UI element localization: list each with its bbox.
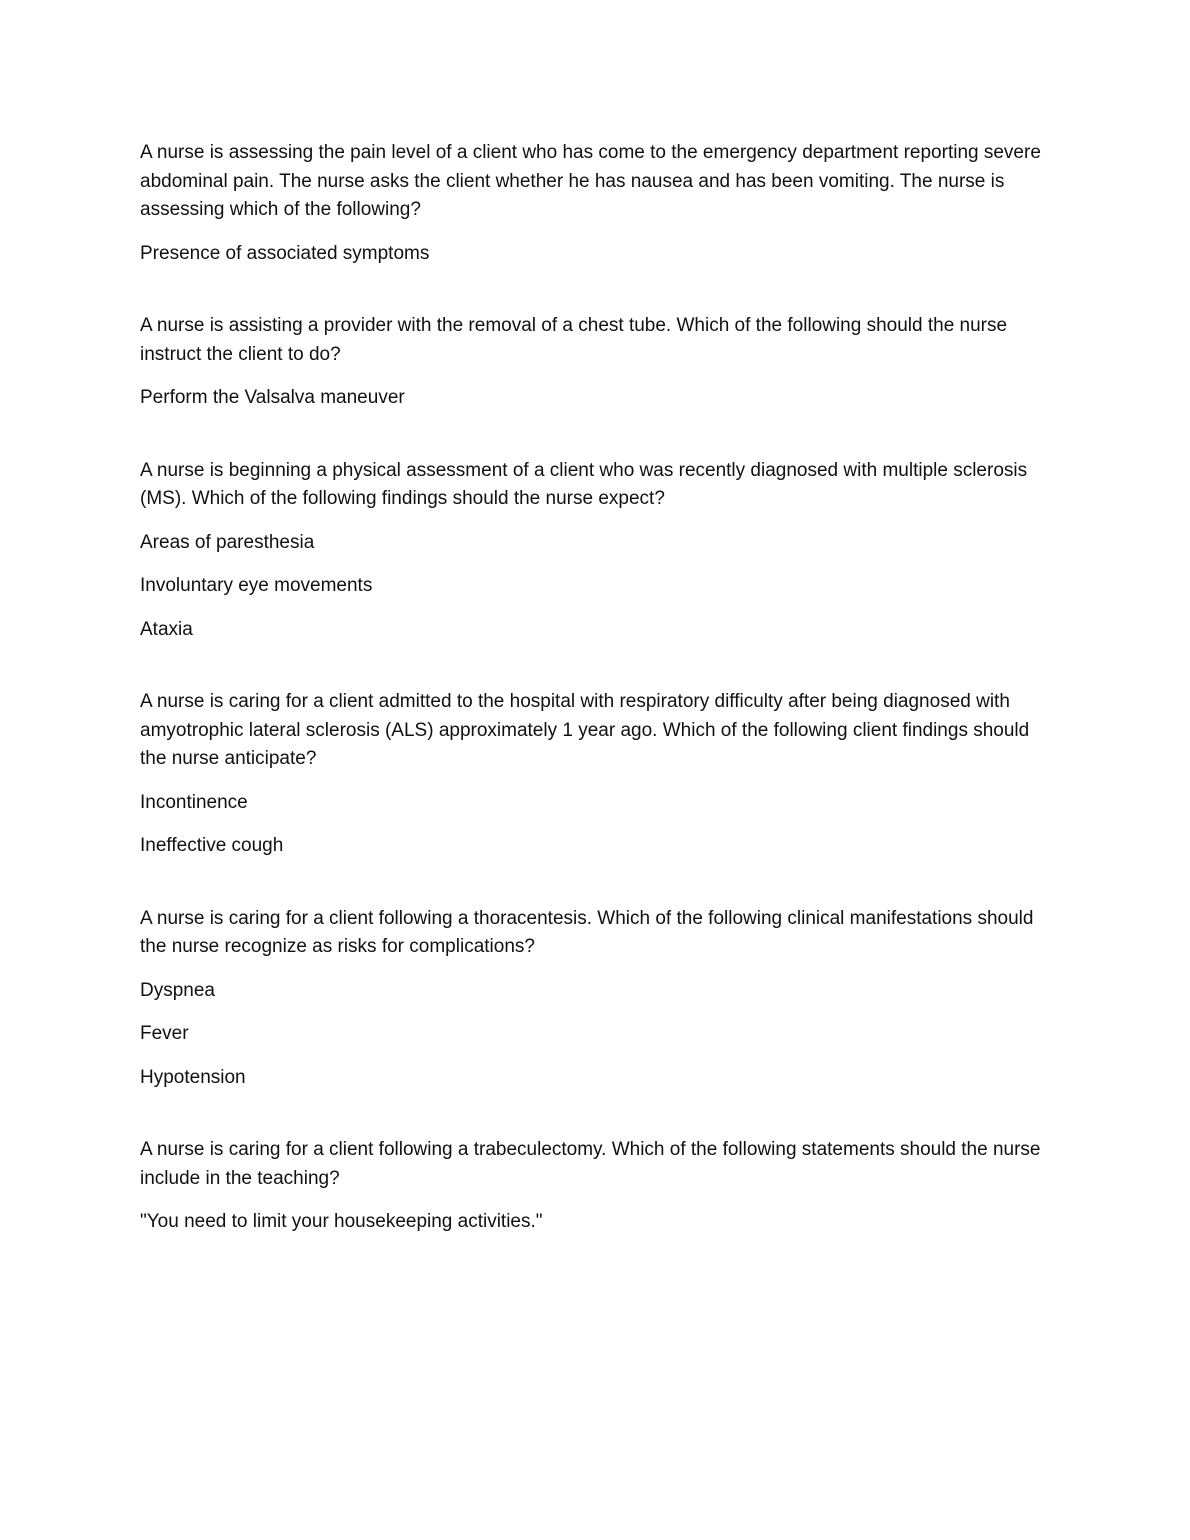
- question-text: A nurse is assisting a provider with the removal of a chest tube. Which of the following should the nurse instruct the client to do?: [140, 315, 1008, 365]
- answer-text: Involuntary eye movements: [140, 575, 373, 596]
- question-text: A nurse is assessing the pain level of a client who has come to the emergency department reporting severe abdominal pain. The nurse asks the client whether he has nausea and has been vomiting. The nurse is assessing which of the following?: [140, 142, 1041, 220]
- qa-item: [140, 139, 1055, 268]
- question-text: A nurse is caring for a client admitted to the hospital with respiratory difficulty after being diagnosed with amyotrophic lateral sclerosis (ALS) approximately 1 year ago. Which of the following client findings should the nurse anticipate?: [140, 691, 1030, 769]
- answer-text: Fever: [140, 1023, 189, 1044]
- answer-text: "You need to limit your housekeeping activities.": [140, 1211, 543, 1232]
- answer-text: Presence of associated symptoms: [140, 242, 430, 264]
- answer-text: Perform the Valsalva maneuver: [140, 387, 405, 408]
- qa-item: [140, 905, 1055, 1093]
- qa-item: [140, 688, 1055, 861]
- answer-text: Ataxia: [140, 618, 193, 640]
- question-text: A nurse is caring for a client following a trabeculectomy. Which of the following statements should the nurse include in the teaching?: [140, 1139, 1041, 1189]
- answer-text: Areas of paresthesia: [140, 531, 315, 553]
- qa-item: [140, 1136, 1055, 1237]
- answer-text: Hypotension: [140, 1066, 246, 1088]
- qa-item: [140, 457, 1055, 645]
- qa-item: [140, 312, 1055, 413]
- answer-text: Ineffective cough: [140, 835, 284, 856]
- answer-text: Dyspnea: [140, 979, 215, 1001]
- question-text: A nurse is beginning a physical assessment of a client who was recently diagnosed with multiple sclerosis (MS). Which of the following findings should the nurse expect?: [140, 459, 1028, 509]
- answer-text: Incontinence: [140, 791, 248, 813]
- document-body: [140, 139, 1055, 1281]
- question-text: A nurse is caring for a client following a thoracentesis. Which of the following clinical manifestations should the nurse recognize as risks for complications?: [140, 907, 1034, 957]
